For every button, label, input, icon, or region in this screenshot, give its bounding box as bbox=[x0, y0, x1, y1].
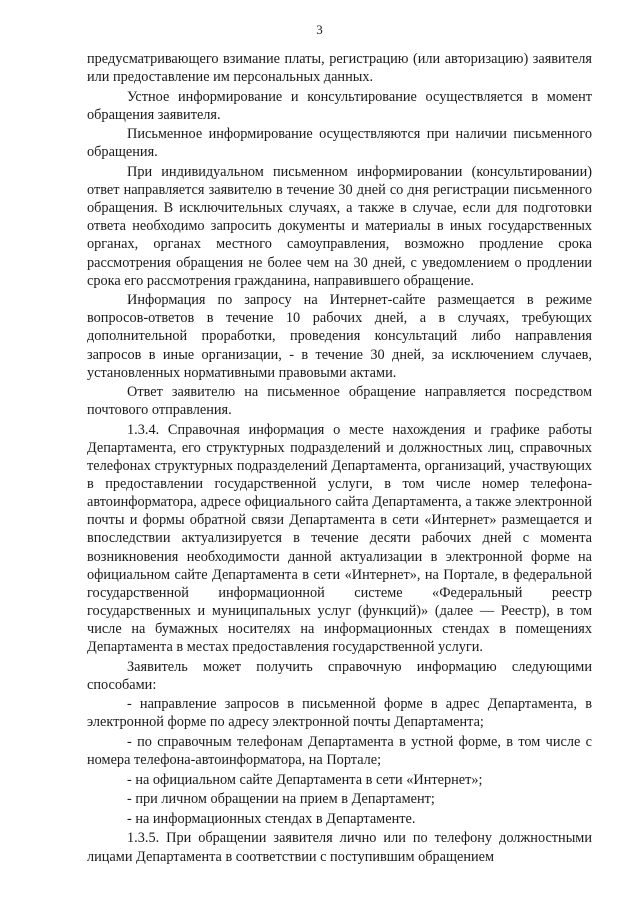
list-item: - на официальном сайте Департамента в сети «Интернет»; bbox=[127, 771, 483, 788]
list-item: - по справочным телефонам Департамента в устной форме, в том числе с номера телефона-автоинформатора, на Портале; bbox=[87, 733, 592, 769]
document-body bbox=[87, 50, 592, 866]
paragraph: Письменное информирование осуществляются при наличии письменного обращения. bbox=[87, 126, 592, 161]
paragraph: Информация по запросу на Интернет-сайте размещается в режиме вопросов-ответов в течение 10 рабочих дней, а в случаях, требующих дополнительной проработки, проведения консультаций либо направления запросов в иные организации, - в течение 30 дней, за исключением случаев, установленных нормативными правовыми актами. bbox=[87, 292, 592, 381]
paragraph: Устное информирование и консультирование осуществляется в момент обращения заявителя. bbox=[87, 88, 592, 123]
list-item: - при личном обращении на прием в Департамент; bbox=[127, 791, 435, 808]
paragraph: Заявитель может получить справочную информацию следующими способами: bbox=[87, 658, 592, 693]
paragraph: При индивидуальном письменном информировании (консультировании) ответ направляется заявителю в течение 30 дней со дня регистрации письменного обращения. В исключительных случаях, а также в случае, если для подготовки ответа необходимо запросить документы и материалы в иных государственных органах, органах местного самоуправления, возможно продление срока рассмотрения обращения не более чем на 30 дней, с уведомлением о продлении срока его рассмотрения гражданина, направившего обращение. bbox=[87, 164, 592, 289]
section-1-3-5-paragraph: 1.3.5. При обращении заявителя лично или по телефону должностными лицами Департамента в соответствии с поступившим обращением bbox=[87, 830, 592, 865]
list-item: - на информационных стендах в Департаменте. bbox=[127, 810, 416, 827]
paragraph: предусматривающего взимание платы, регистрацию (или авторизацию) заявителя или предоставление им персональных данных. bbox=[87, 51, 592, 86]
list-item: - направление запросов в письменной форме в адрес Департамента, в электронной форме по адресу электронной почты Департамента; bbox=[87, 696, 592, 731]
section-1-3-4-paragraph: 1.3.4. Справочная информация о месте нахождения и графике работы Департамента, его структурных подразделений и должностных лиц, справочных телефонах структурных подразделений Департамента, организаций, участвующих в предоставлении государственной услуги, в том числе номер телефона-автоинформатора, адресе официального сайта Департамента, а также электронной почты и формы обратной связи Департамента в сети «Интернет» размещается и впоследствии актуализируется в течение десяти рабочих дней с момента возникновения необходимости данной актуализации в электронной форме на официальном сайте Департамента в сети «Интернет», на Портале, в федеральной государственной информационной системе «Федеральный реестр государственных и муниципальных услуг (функций)» (далее — Реестр), в том числе на бумажных носителях на информационных стендах в помещениях Департамента в местах предоставления государственной услуги. bbox=[87, 421, 592, 655]
page-number: 3 bbox=[316, 22, 323, 37]
paragraph: Ответ заявителю на письменное обращение направляется посредством почтового отправления. bbox=[87, 384, 592, 419]
